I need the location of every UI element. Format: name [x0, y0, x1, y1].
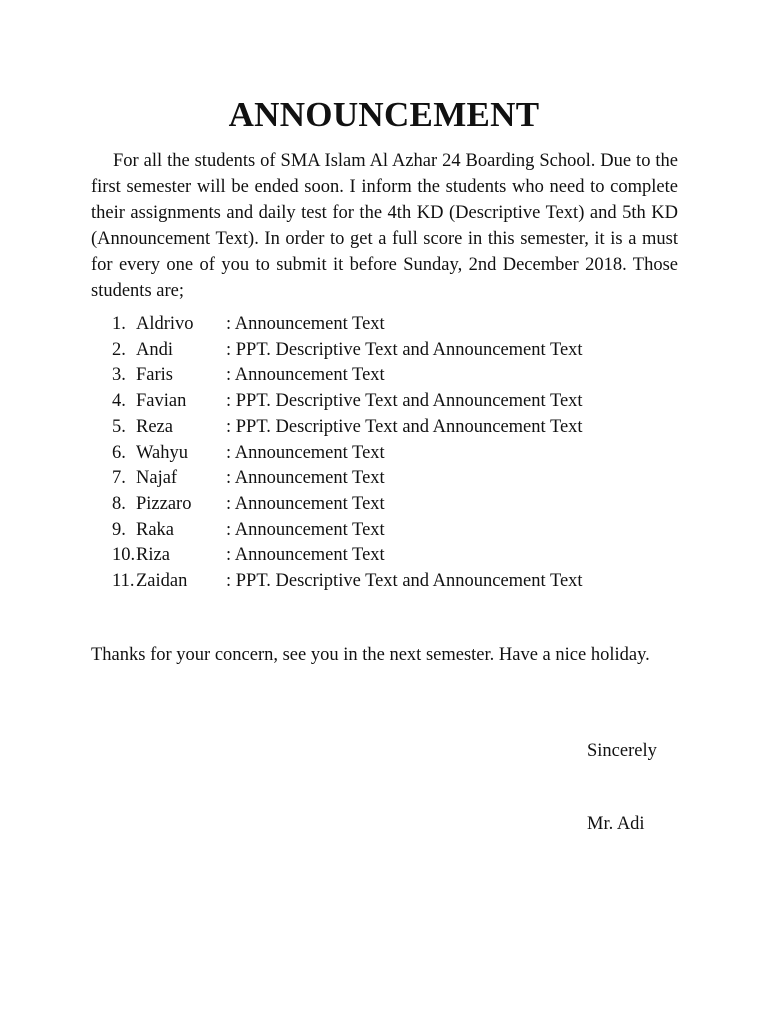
student-name: Reza — [136, 416, 173, 437]
page-title: ANNOUNCEMENT — [228, 95, 540, 134]
signer-name: Mr. Adi — [587, 814, 645, 834]
list-item — [112, 518, 672, 544]
student-number: 1. — [112, 314, 126, 334]
student-name: Zaidan — [136, 571, 188, 592]
list-item — [112, 338, 672, 364]
student-number: 8. — [112, 493, 126, 514]
list-item — [112, 363, 672, 389]
student-name: Pizzaro — [136, 493, 192, 514]
student-name: Faris — [136, 365, 173, 386]
student-task: : Announcement Text — [226, 365, 385, 386]
student-number: 6. — [112, 442, 126, 463]
student-name: Andi — [136, 339, 173, 360]
student-task: : PPT. Descriptive Text and Announcement Text — [226, 339, 583, 360]
student-name: Raka — [136, 519, 175, 540]
student-task: : PPT. Descriptive Text and Announcement Text — [226, 391, 583, 412]
list-item — [112, 415, 672, 441]
list-item — [112, 466, 672, 492]
student-task: : PPT. Descriptive Text and Announcement Text — [226, 416, 583, 437]
student-task: : Announcement Text — [226, 442, 385, 463]
student-task: : Announcement Text — [226, 545, 385, 566]
list-item — [112, 312, 672, 338]
student-list — [112, 312, 672, 595]
student-name: Favian — [136, 391, 187, 412]
student-number: 2. — [112, 339, 126, 360]
student-task: : PPT. Descriptive Text and Announcement Text — [226, 571, 583, 592]
intro-paragraph: For all the students of SMA Islam Al Azhar 24 Boarding School. Due to the first semester will be ended soon. I inform the students who need to complete their assignments and daily test for the 4th KD (Descriptive Text) and 5th KD (Announcement Text). In order to get a full score in this semester, it is a must for every one of you to submit it before Sunday, 2nd December 2018. Those students are; — [91, 151, 678, 301]
student-number: 4. — [112, 391, 126, 412]
student-number: 11. — [112, 571, 135, 592]
student-name: Riza — [136, 545, 170, 566]
student-task: : Announcement Text — [226, 468, 385, 489]
list-item — [112, 389, 672, 415]
list-item — [112, 492, 672, 518]
student-number: 7. — [112, 468, 126, 489]
student-task: : Announcement Text — [226, 314, 385, 334]
student-name: Wahyu — [136, 442, 188, 463]
list-item — [112, 441, 672, 467]
list-item — [112, 543, 672, 569]
student-number: 10. — [112, 545, 136, 566]
sign-off: Sincerely — [587, 741, 657, 761]
closing-paragraph: Thanks for your concern, see you in the next semester. Have a nice holiday. — [91, 645, 650, 665]
student-name: Aldrivo — [136, 314, 194, 334]
student-number: 5. — [112, 416, 126, 437]
student-number: 9. — [112, 519, 126, 540]
student-number: 3. — [112, 365, 126, 386]
list-item — [112, 569, 672, 595]
student-name: Najaf — [136, 468, 178, 489]
student-task: : Announcement Text — [226, 493, 385, 514]
student-task: : Announcement Text — [226, 519, 385, 540]
